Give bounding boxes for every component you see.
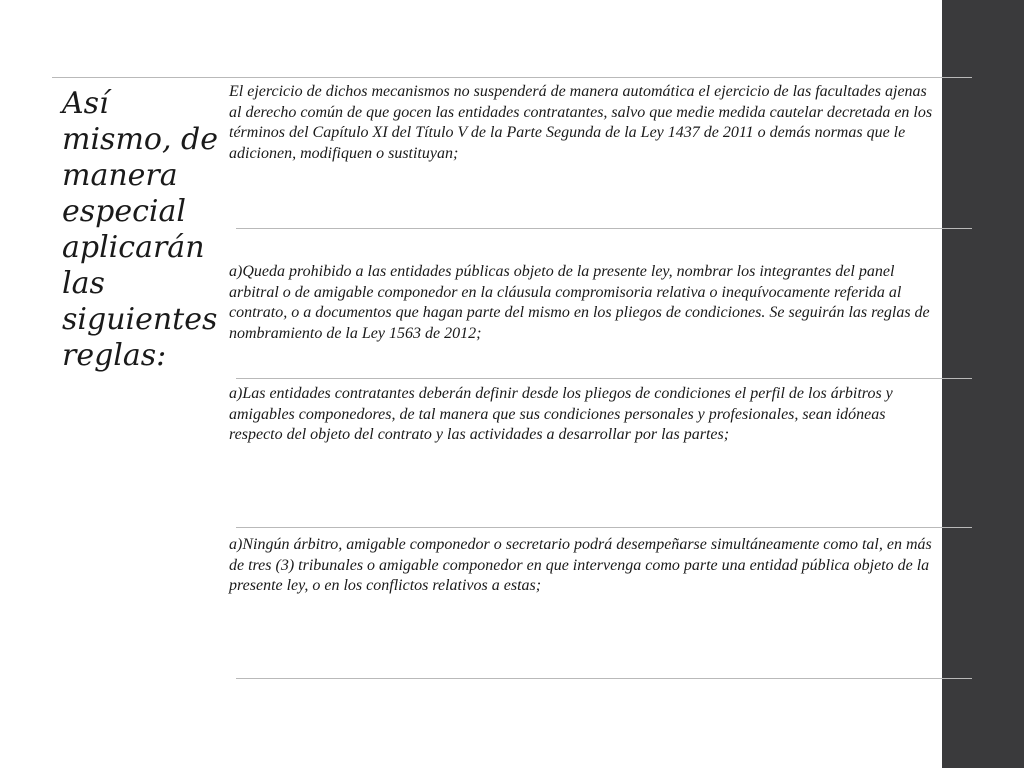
paragraph-suspension: El ejercicio de dichos mecanismos no suspenderá de manera automática el ejercicio de las facultades ajenas al derecho común de que gocen las entidades contratantes, salvo que medie medida cautelar decretada en los términos del Capítulo XI del Título V de la Parte Segunda de la Ley 1437 de 2011 o demás normas que le adicionen, modifiquen o sustituyan; <box>229 83 933 162</box>
top-divider <box>52 77 972 78</box>
row-divider <box>236 527 972 528</box>
paragraph-rule-arbitrator-profile: a)Las entidades contratantes deberán definir desde los pliegos de condiciones el perfil de los árbitros y amigables componedores, de tal manera que sus condiciones personales y profesionales, sean idóneas respecto del objeto del contrato y las actividades a desarrollar por las partes; <box>229 385 893 443</box>
slide-heading: Así mismo, de manera especial aplicarán las siguientes reglas: <box>62 86 218 373</box>
paragraph-rule-arbitral-panel: a)Queda prohibido a las entidades públicas objeto de la presente ley, nombrar los integrantes del panel arbitral o de amigable componedor en la cláusula compromisoria relativa o inequívocamente referida al contrato, o a documentos que hagan parte del mismo en los pliegos de condiciones. Se seguirán las reglas de nombramiento de la Ley 1563 de 2012; <box>229 263 930 342</box>
row-divider <box>236 678 972 679</box>
side-accent-bar <box>942 0 1024 768</box>
row-divider <box>236 228 972 229</box>
row-divider <box>236 378 972 379</box>
paragraph-rule-tribunal-limit: a)Ningún árbitro, amigable componedor o secretario podrá desempeñarse simultáneamente como tal, en más de tres (3) tribunales o amigable componedor en que intervenga como parte una entidad pública objeto de la presente ley, o en los conflictos relativos a estas; <box>229 536 932 594</box>
